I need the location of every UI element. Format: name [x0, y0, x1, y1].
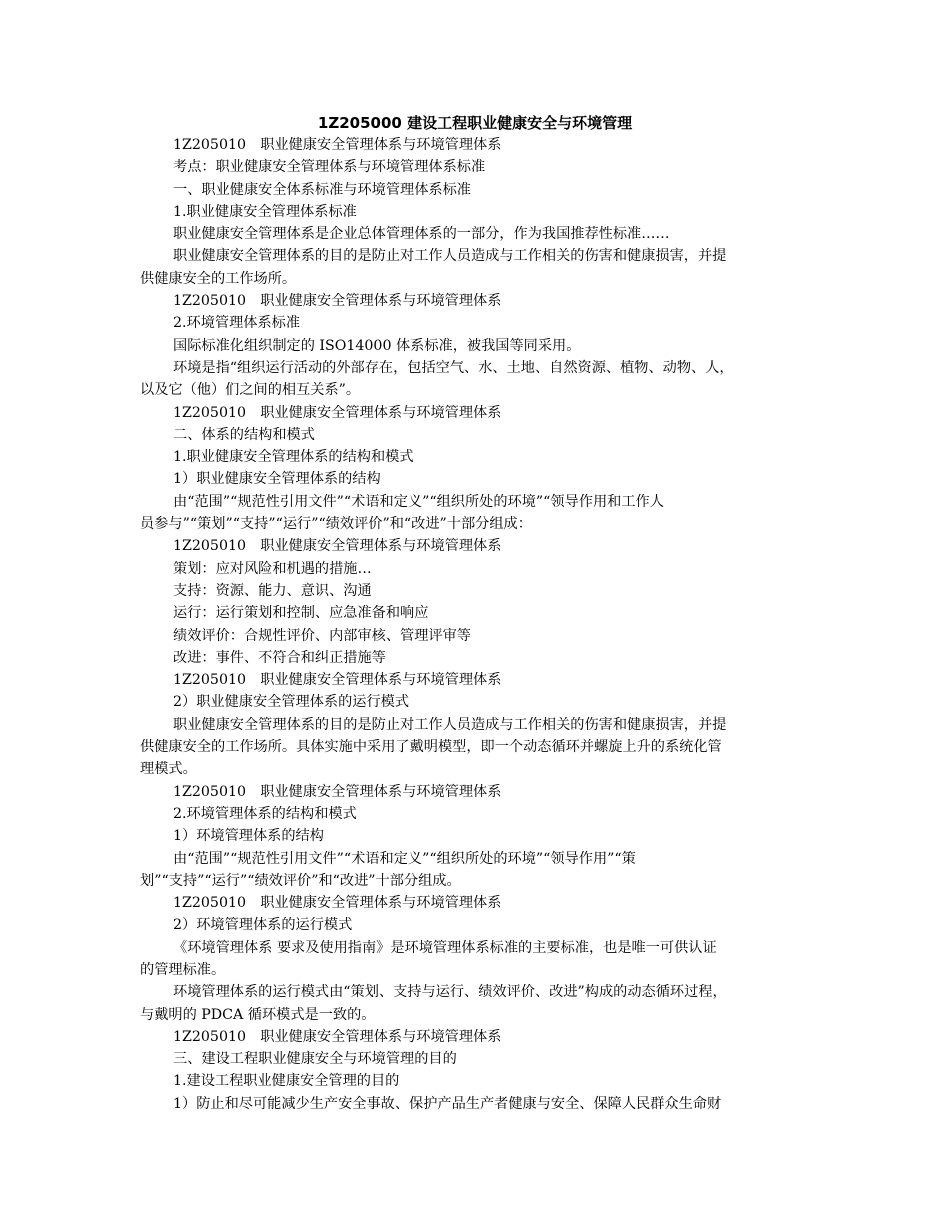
text-line: 1Z205010 职业健康安全管理体系与环境管理体系	[173, 1028, 502, 1045]
text-line: 职业健康安全管理体系是企业总体管理体系的一部分，作为我国推荐性标准……	[173, 226, 670, 243]
text-line: 考点：职业健康安全管理体系与环境管理体系标准	[173, 159, 486, 176]
text-line: 2.环境管理体系的结构和模式	[173, 805, 357, 822]
text-line: 划”“支持”“运行”“绩效评价”和“改进”十部分组成。	[140, 872, 461, 889]
text-line: 1）防止和尽可能减少生产安全事故、保护产品生产者健康与安全、保障人民群众生命财	[173, 1095, 722, 1112]
text-line: 1）环境管理体系的结构	[173, 828, 324, 845]
text-line: 绩效评价：合规性评价、内部审核、管理评审等	[173, 627, 471, 644]
text-line: 员参与”“策划”“支持”“运行”“绩效评价”和“改进”十部分组成：	[140, 516, 532, 533]
text-line: 1Z205010 职业健康安全管理体系与环境管理体系	[173, 895, 502, 912]
text-line: 1.建设工程职业健康安全管理的目的	[173, 1073, 400, 1090]
text-line: 1Z205010 职业健康安全管理体系与环境管理体系	[173, 137, 502, 153]
text-line: 策划：应对风险和机遇的措施…	[173, 560, 372, 577]
text-line: 1.职业健康安全管理体系的结构和模式	[173, 449, 414, 466]
text-line: 1.职业健康安全管理体系标准	[173, 203, 357, 220]
text-line: 职业健康安全管理体系的目的是防止对工作人员造成与工作相关的伤害和健康损害，并提	[173, 248, 727, 265]
text-line: 1Z205010 职业健康安全管理体系与环境管理体系	[173, 404, 502, 421]
text-line: 1Z205010 职业健康安全管理体系与环境管理体系	[173, 783, 502, 800]
text-line: 与戴明的 PDCA 循环模式是一致的。	[140, 1006, 376, 1023]
document-title: 1Z205000 建设工程职业健康安全与环境管理	[317, 114, 633, 132]
text-line: 支持：资源、能力、意识、沟通	[173, 582, 372, 599]
text-line: 2）职业健康安全管理体系的运行模式	[173, 694, 410, 711]
text-line: 运行：运行策划和控制、应急准备和响应	[173, 605, 429, 622]
text-line: 由“范围”“规范性引用文件”“术语和定义”“组织所处的环境”“领导作用”“策	[173, 850, 636, 867]
text-line: 1Z205010 职业健康安全管理体系与环境管理体系	[173, 538, 502, 555]
text-line: 2）环境管理体系的运行模式	[173, 917, 353, 934]
text-line: 1Z205010 职业健康安全管理体系与环境管理体系	[173, 293, 502, 310]
text-line: 一、职业健康安全体系标准与环境管理体系标准	[173, 181, 471, 198]
text-line: 供健康安全的工作场所。具体实施中采用了戴明模型，即一个动态循环并螺旋上升的系统化管	[140, 739, 722, 756]
text-line: 1Z205010 职业健康安全管理体系与环境管理体系	[173, 672, 502, 689]
text-line: 《环境管理体系 要求及使用指南》是环境管理体系标准的主要标准，也是唯一可供认证	[173, 939, 717, 956]
text-line: 理模式。	[140, 761, 197, 778]
text-line: 供健康安全的工作场所。	[140, 270, 297, 287]
document-body	[140, 134, 820, 1115]
text-line: 二、体系的结构和模式	[173, 426, 315, 443]
text-line: 2.环境管理体系标准	[173, 315, 301, 332]
text-line: 改进：事件、不符合和纠正措施等	[173, 649, 386, 666]
text-line: 以及它（他）们之间的相互关系”。	[140, 382, 361, 399]
text-line: 由“范围”“规范性引用文件”“术语和定义”“组织所处的环境”“领导作用和工作人	[173, 493, 664, 510]
text-line: 三、建设工程职业健康安全与环境管理的目的	[173, 1051, 457, 1068]
text-line: 国际标准化组织制定的 ISO14000 体系标准，被我国等同采用。	[173, 337, 581, 354]
text-line: 的管理标准。	[140, 961, 226, 978]
text-line: 环境是指“组织运行活动的外部存在，包括空气、水、土地、自然资源、植物、动物、人，	[173, 359, 734, 376]
text-line: 职业健康安全管理体系的目的是防止对工作人员造成与工作相关的伤害和健康损害，并提	[173, 716, 727, 733]
text-line: 1）职业健康安全管理体系的结构	[173, 471, 381, 488]
text-line: 环境管理体系的运行模式由“策划、支持与运行、绩效评价、改进”构成的动态循环过程，	[173, 984, 727, 1001]
